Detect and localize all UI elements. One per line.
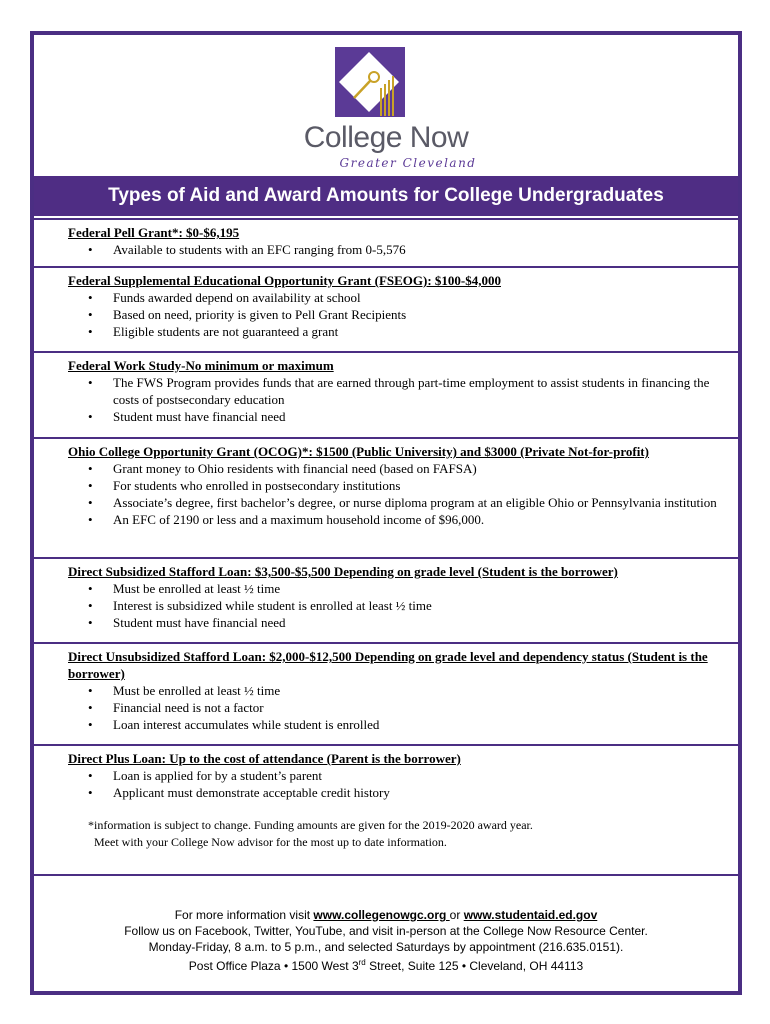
list-item: • An EFC of 2190 or less and a maximum household income of $96,000. [68,511,718,528]
disclaimer-note [68,817,718,851]
section-title: Ohio College Opportunity Grant (OCOG)*: $1500 (Public University) and $3000 (Private Not-for-profit) [68,444,649,459]
list-item: • The FWS Program provides funds that are earned through part-time employment to assist students in financing the costs of postsecondary education [68,374,718,408]
list-item: • Student must have financial need [68,408,718,425]
list-item: • Based on need, priority is given to Pell Grant Recipients [68,306,718,323]
section-plus-loan [34,744,738,874]
footer-text: Post Office Plaza • 1500 West 3 [188,959,359,973]
banner-title: Types of Aid and Award Amounts for College Undergraduates [34,176,738,216]
list-item: • Available to students with an EFC ranging from 0-5,576 [68,241,718,258]
list-item: • For students who enrolled in postsecondary institutions [68,477,718,494]
footer-superscript: rd [358,958,366,967]
list-item: • Must be enrolled at least ½ time [68,580,718,597]
list-item: • Grant money to Ohio residents with financial need (based on FAFSA) [68,460,718,477]
note-line-2: Meet with your College Now advisor for the most up to date information. [94,835,447,849]
list-item: • Funds awarded depend on availability at school [68,289,718,306]
section-title: Direct Plus Loan: Up to the cost of attendance (Parent is the borrower) [68,751,461,766]
list-item: • Associate’s degree, first bachelor’s degree, or nurse diploma program at an eligible Ohio or Pennsylvania institution [68,494,718,511]
section-pell-grant [34,218,738,266]
section-work-study [34,351,738,437]
footer-text: Street, Suite 125 • Cleveland, OH 44113 [365,959,584,973]
list-item: • Financial need is not a factor [68,699,718,716]
footer-line-2: Follow us on Facebook, Twitter, YouTube, and visit in-person at the College Now Resource Center. [124,924,648,938]
list-item: • Applicant must demonstrate acceptable credit history [68,784,718,801]
section-title: Federal Supplemental Educational Opportunity Grant (FSEOG): $100-$4,000 [68,273,501,288]
list-item: • Student must have financial need [68,614,718,631]
section-title: Federal Pell Grant*: $0-$6,195 [68,225,240,240]
section-title: Federal Work Study-No minimum or maximum [68,358,334,373]
list-item: • Interest is subsidized while student is enrolled at least ½ time [68,597,718,614]
section-ocog [34,437,738,557]
section-fseog [34,266,738,351]
footer-line-3: Monday-Friday, 8 a.m. to 5 p.m., and selected Saturdays by appointment (216.635.0151). [148,940,624,954]
section-title: Direct Unsubsidized Stafford Loan: $2,000-$12,500 Depending on grade level and dependency status (Student is the borrower) [68,649,708,681]
section-subsidized-loan [34,557,738,642]
college-now-logo [34,43,738,178]
list-item: • Eligible students are not guaranteed a grant [68,323,718,340]
studentaid-link[interactable]: www.studentaid.ed.gov [463,908,598,922]
list-item: • Loan is applied for by a student’s parent [68,767,718,784]
footer-line-4 [34,955,738,974]
logo-subtitle: Greater Cleveland [339,156,477,170]
section-unsubsidized-loan [34,642,738,744]
contact-footer [34,874,738,989]
section-title: Direct Subsidized Stafford Loan: $3,500-$5,500 Depending on grade level (Student is the borrower) [68,564,618,579]
footer-text: For more information visit [174,908,314,922]
list-item: • Loan interest accumulates while student is enrolled [68,716,718,733]
note-line-1: *information is subject to change. Funding amounts are given for the 2019-2020 award year. [88,818,533,832]
footer-text: or [449,908,464,922]
logo-wordmark: College Now [303,121,469,154]
list-item: • Must be enrolled at least ½ time [68,682,718,699]
page-frame [30,31,742,995]
collegenowgc-link[interactable]: www.collegenowgc.org [313,908,450,922]
footer-line-1 [34,907,738,923]
